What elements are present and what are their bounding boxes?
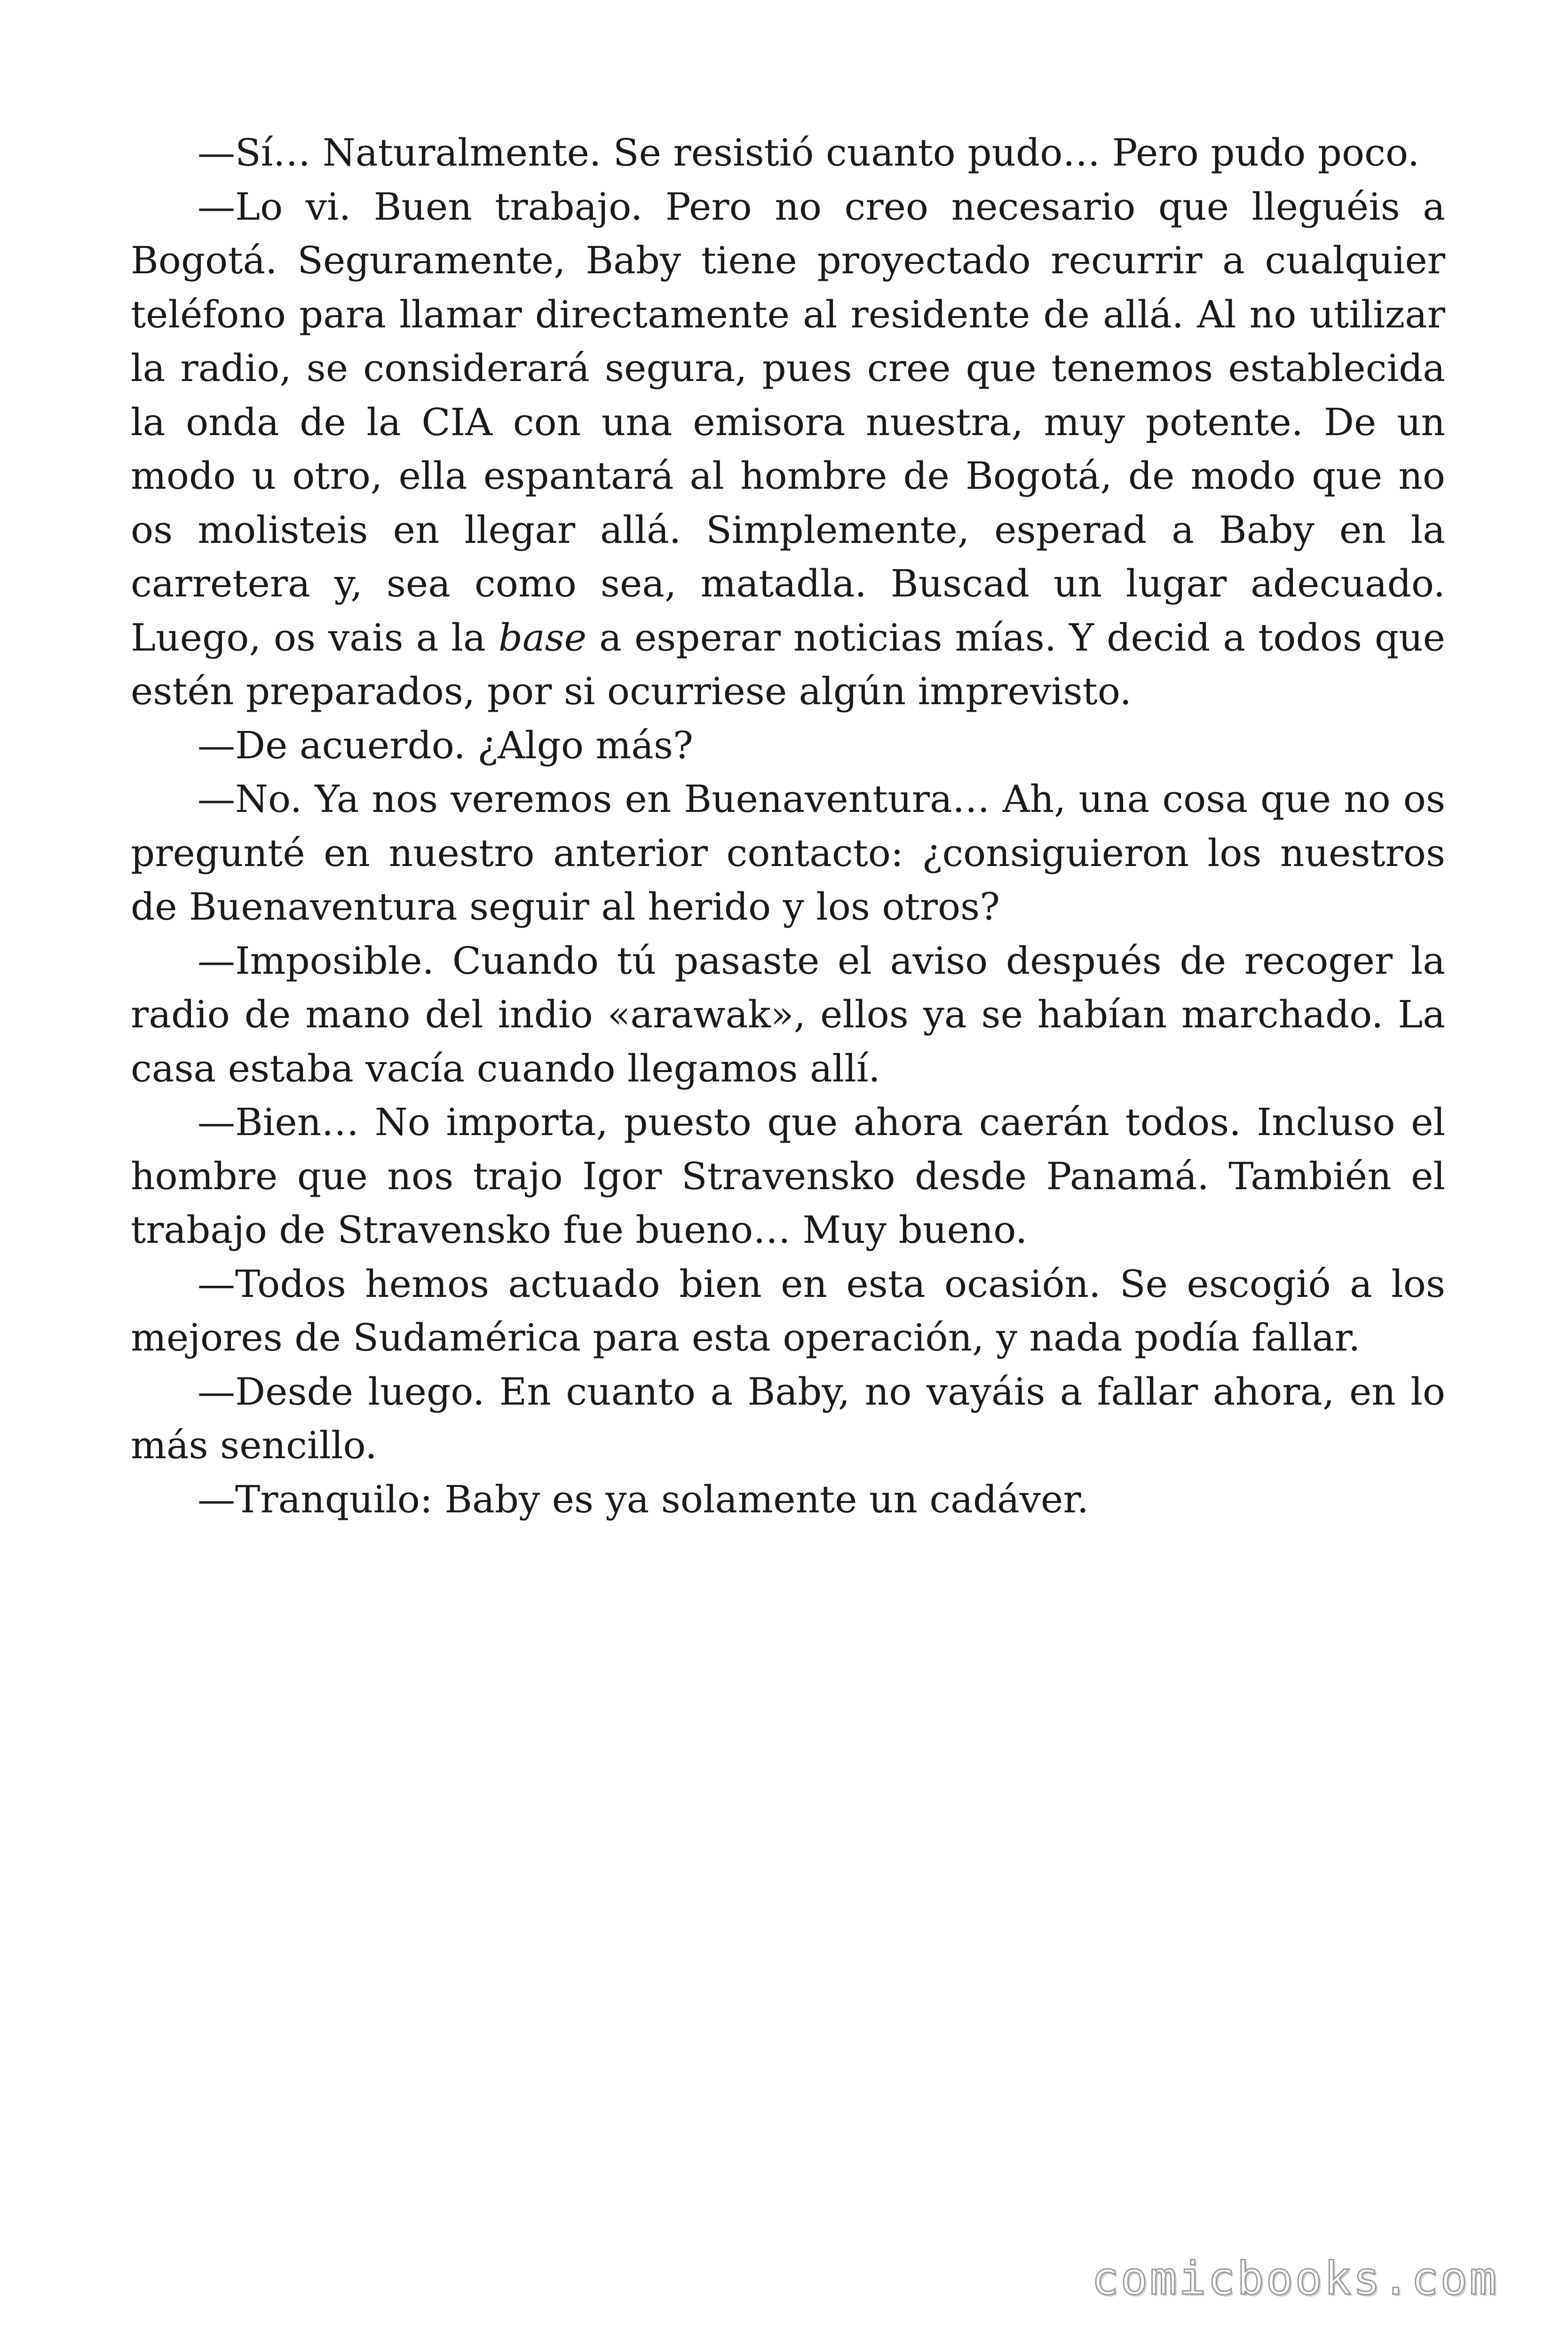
paragraph-3 (131, 719, 1445, 773)
paragraph-text: —No. Ya nos veremos en Buenaventura… Ah, una cosa que no os pregunté en nuestro anterior contacto: ¿consiguieron los nuestros de Buenaventura seguir al herido y los otros? (131, 777, 1445, 929)
paragraph-text: —Lo vi. Buen trabajo. Pero no creo necesario que lleguéis a Bogotá. Seguramente, Baby tiene proyectado recurrir a cualquier teléfono para llamar directamente al residente de allá. Al no utilizar la radio, se considerará segura, pues cree que tenemos establecida la onda de la CIA con una emisora nuestra, muy potente. De un modo u otro, ella espantará al hombre de Bogotá, de modo que no os molisteis en llegar allá. Simplemente, esperad a Baby en la carretera y, sea como sea, matadla. Buscad un lugar adecuado. Luego, os vais a la (131, 184, 1445, 660)
watermark: comicbooks.com (1091, 2252, 1498, 2305)
paragraph-6 (131, 1096, 1445, 1257)
paragraph-2 (131, 180, 1445, 719)
paragraph-text: —Bien… No importa, puesto que ahora caerán todos. Incluso el hombre que nos trajo Igor Stravensko desde Panamá. También el trabajo de Stravensko fue bueno… Muy bueno. (131, 1100, 1445, 1252)
paragraph-7 (131, 1257, 1445, 1365)
page-text (131, 126, 1445, 1526)
paragraph-5 (131, 934, 1445, 1096)
paragraph-4 (131, 772, 1445, 934)
paragraph-9 (131, 1473, 1445, 1527)
paragraph-8 (131, 1365, 1445, 1473)
paragraph-1 (131, 126, 1445, 180)
paragraph-text: —Todos hemos actuado bien en esta ocasión. Se escogió a los mejores de Sudamérica para esta operación, y nada podía fallar. (131, 1262, 1445, 1359)
paragraph-text: —Tranquilo: Baby es ya solamente un cadáver. (198, 1477, 1089, 1521)
paragraph-text: —Desde luego. En cuanto a Baby, no vayáis a fallar ahora, en lo más sencillo. (131, 1369, 1445, 1467)
paragraph-text: —Imposible. Cuando tú pasaste el aviso después de recoger la radio de mano del indio «arawak», ellos ya se habían marchado. La casa estaba vacía cuando llegamos allí. (131, 938, 1445, 1090)
paragraph-text: —De acuerdo. ¿Algo más? (198, 723, 693, 767)
paragraph-text: —Sí… Naturalmente. Se resistió cuanto pudo… Pero pudo poco. (198, 131, 1420, 175)
paragraph-text-after: a esperar noticias mías. Y decid a todos que estén preparados, por si ocurriese algún imprevisto. (131, 615, 1445, 713)
paragraph-italic: base (498, 615, 587, 660)
